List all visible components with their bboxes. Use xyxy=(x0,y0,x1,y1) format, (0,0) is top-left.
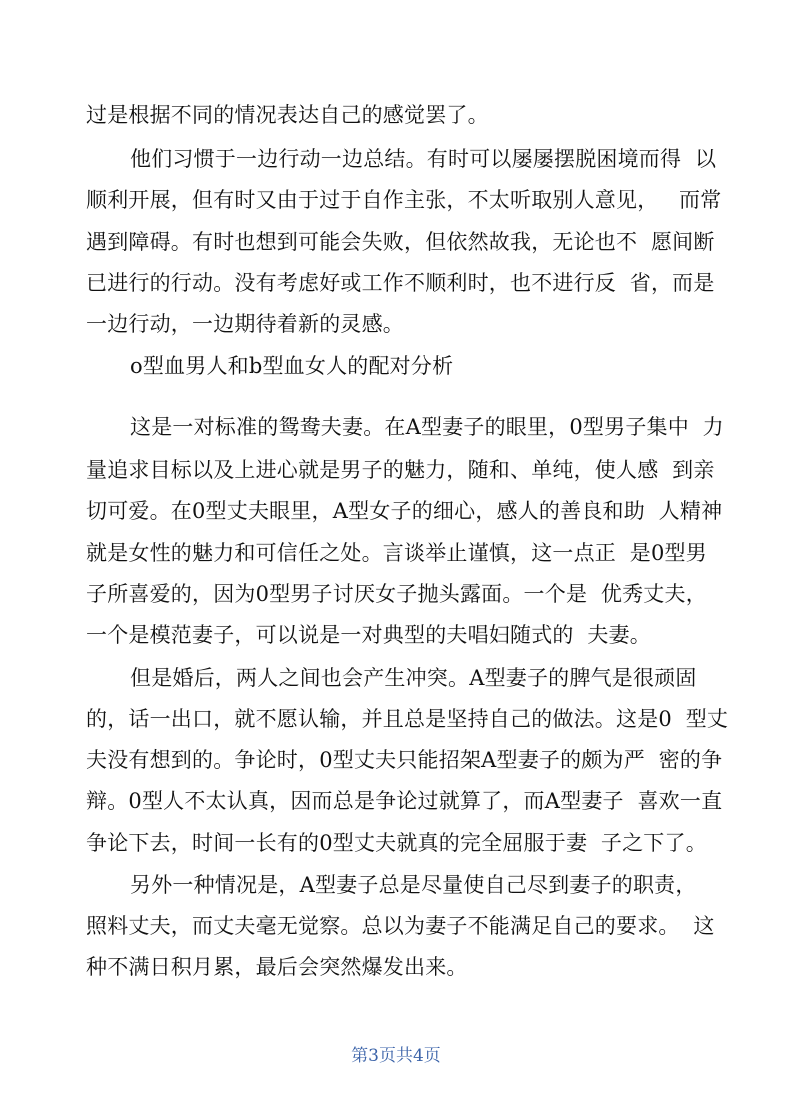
text-line: 的，话一出口，就不愿认输，并且总是坚持自己的做法。这是0 型丈 xyxy=(86,707,729,731)
text-line: 切可爱。在0型丈夫眼里，A型女子的细心，感人的善良和助 人精神 xyxy=(86,499,723,523)
text-line: 照料丈夫，而丈夫毫无觉察。总以为妻子不能满足自己的要求。 这 xyxy=(86,914,715,938)
text-line: 过是根据不同的情况表达自己的感觉罢了。 xyxy=(86,103,489,127)
text-line: 量追求目标以及上进心就是男子的魅力，随和、单纯，使人感 到亲 xyxy=(86,458,715,482)
text-line: 另外一种情况是，A型妻子总是尽量使自己尽到妻子的职责， xyxy=(130,873,697,897)
text-line: 一边行动，一边期待着新的灵感。 xyxy=(86,312,404,336)
page-number-footer: 第3页共4页 xyxy=(351,1046,441,1066)
text-line: 这是一对标准的鸳鸯夫妻。在A型妻子的眼里，0型男子集中 力 xyxy=(130,415,724,439)
text-line: 就是女性的魅力和可信任之处。言谈举止谨慎，这一点正 是0型男 xyxy=(86,541,707,565)
text-line: 顺利开展，但有时又由于过于自作主张，不太听取别人意见， 而常 xyxy=(86,188,722,212)
text-line: 已进行的行动。没有考虑好或工作不顺利时，也不进行反 省，而是 xyxy=(86,271,715,295)
text-line: 争论下去，时间一长有的0型丈夫就真的完全屈服于妻 子之下了。 xyxy=(86,831,707,855)
text-line: 子所喜爱的，因为0型男子讨厌女子抛头露面。一个是 优秀丈夫， xyxy=(86,582,707,606)
text-line: 但是婚后，两人之间也会产生冲突。A型妻子的脾气是很顽固 xyxy=(130,666,697,690)
text-line: 夫没有想到的。争论时，0型丈夫只能招架A型妻子的颇为严 密的争 xyxy=(86,748,723,772)
text-line: 辩。0型人不太认真，因而总是争论过就算了，而A型妻子 喜欢一直 xyxy=(86,789,723,813)
text-line: 遇到障碍。有时也想到可能会失败，但依然故我，无论也不 愿间断 xyxy=(86,230,715,254)
text-line: 他们习惯于一边行动一边总结。有时可以屡屡摆脱困境而得 以 xyxy=(130,147,717,171)
text-line: 种不满日积月累，最后会突然爆发出来。 xyxy=(86,955,468,979)
section-heading: o型血男人和b型血女人的配对分析 xyxy=(130,354,454,378)
text-line: 一个是模范妻子，可以说是一对典型的夫唱妇随式的 夫妻。 xyxy=(86,623,651,647)
